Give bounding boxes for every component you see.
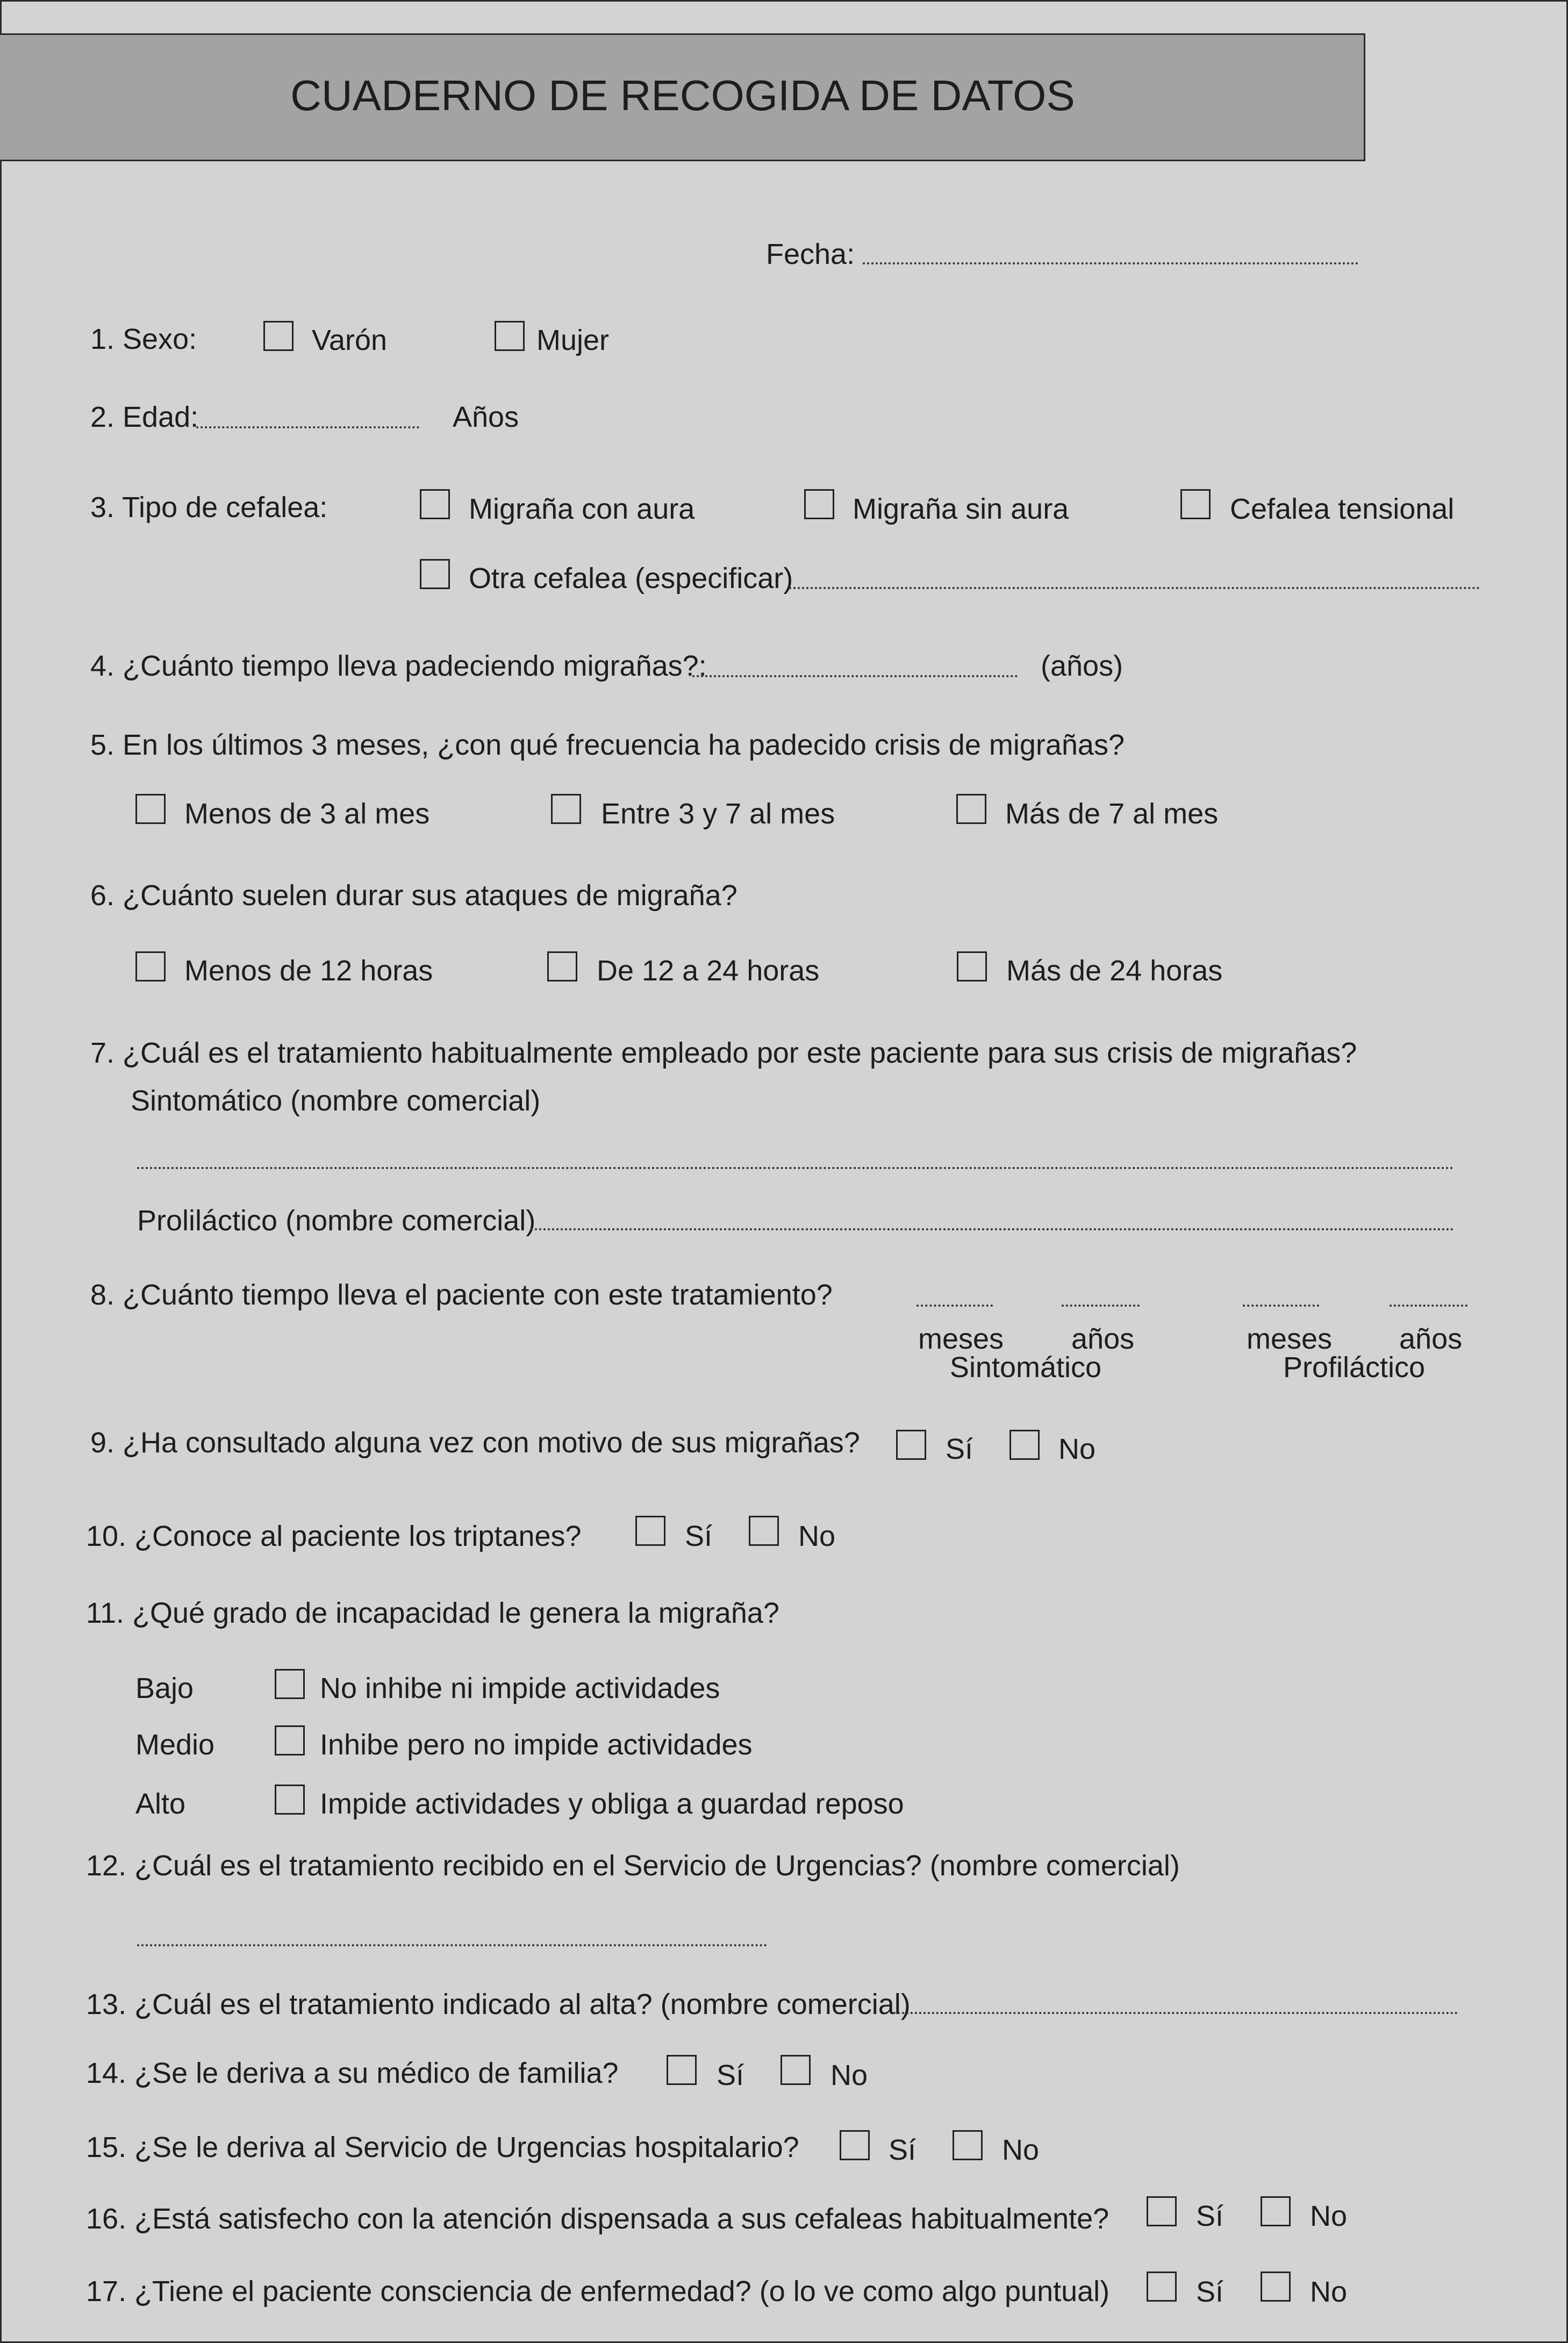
- q15-no-checkbox[interactable]: [953, 2130, 983, 2160]
- bajo-level: Bajo: [135, 1672, 194, 1704]
- mujer-checkbox[interactable]: [495, 321, 525, 351]
- q15-si-label: Sí: [889, 2134, 917, 2166]
- urgencias-tratamiento-field[interactable]: [137, 1944, 767, 1946]
- otra-cefalea-field[interactable]: [789, 587, 1480, 589]
- q15-si-checkbox[interactable]: [840, 2130, 870, 2160]
- q2-label: 2. Edad:: [90, 401, 199, 433]
- menos-12-horas-checkbox[interactable]: [135, 951, 166, 981]
- q10-label: 10. ¿Conoce al paciente los triptanes?: [86, 1520, 582, 1552]
- fecha-field[interactable]: [863, 262, 1358, 264]
- mas-24-horas-checkbox[interactable]: [957, 951, 987, 981]
- profilactico-anos-label: años: [1399, 1323, 1463, 1355]
- sintomatico-field[interactable]: [137, 1167, 1454, 1169]
- q4-label: 4. ¿Cuánto tiempo lleva padeciendo migrañas?:: [90, 650, 707, 682]
- edad-field[interactable]: [196, 426, 419, 428]
- bajo-text: No inhibe ni impide actividades: [320, 1672, 720, 1704]
- mas-7-mes-checkbox[interactable]: [956, 794, 986, 824]
- mujer-label: Mujer: [536, 324, 610, 356]
- q6-label: 6. ¿Cuánto suelen durar sus ataques de migraña?: [90, 879, 738, 912]
- q17-no-label: No: [1310, 2276, 1348, 2308]
- migrana-con-aura-label: Migraña con aura: [469, 493, 695, 525]
- profilactico-caption: Profiláctico: [1283, 1351, 1426, 1384]
- profilactico-label: Proliláctico (nombre comercial): [137, 1205, 536, 1237]
- alto-checkbox[interactable]: [275, 1785, 305, 1815]
- profilactico-meses-label: meses: [1247, 1323, 1333, 1355]
- sintomatico-anos-label: años: [1071, 1323, 1135, 1355]
- varon-label: Varón: [312, 324, 388, 356]
- medio-level: Medio: [135, 1729, 215, 1761]
- q10-si-label: Sí: [685, 1520, 713, 1552]
- q16-si-label: Sí: [1196, 2200, 1224, 2232]
- profilactico-field[interactable]: [531, 1228, 1454, 1230]
- de-12-24-horas-checkbox[interactable]: [547, 951, 577, 981]
- q16-label: 16. ¿Está satisfecho con la atención dispensada a sus cefaleas habitualmente?: [86, 2203, 1109, 2235]
- q10-no-label: No: [798, 1520, 836, 1552]
- q10-si-checkbox[interactable]: [635, 1516, 665, 1546]
- q14-no-label: No: [830, 2059, 868, 2091]
- sintomatico-anos-field[interactable]: [1062, 1305, 1140, 1307]
- medio-checkbox[interactable]: [275, 1725, 305, 1756]
- mas-7-mes-label: Más de 7 al mes: [1005, 798, 1219, 830]
- edad-unit: Años: [453, 401, 519, 433]
- cefalea-tensional-checkbox[interactable]: [1180, 489, 1211, 519]
- q14-no-checkbox[interactable]: [781, 2055, 811, 2085]
- de-12-24-horas-label: De 12 a 24 horas: [597, 955, 820, 987]
- q14-si-checkbox[interactable]: [667, 2055, 697, 2085]
- q7-label: 7. ¿Cuál es el tratamiento habitualmente empleado por este paciente para sus crisis de migrañas?: [90, 1037, 1357, 1069]
- q9-si-checkbox[interactable]: [896, 1430, 926, 1460]
- alta-tratamiento-field[interactable]: [893, 2012, 1458, 2014]
- q15-no-label: No: [1002, 2134, 1040, 2166]
- q14-si-label: Sí: [717, 2059, 744, 2091]
- q10-no-checkbox[interactable]: [749, 1516, 779, 1546]
- migrana-sin-aura-checkbox[interactable]: [804, 489, 834, 519]
- q9-no-label: No: [1058, 1433, 1096, 1465]
- profilactico-anos-field[interactable]: [1390, 1305, 1467, 1307]
- fecha-label: Fecha:: [766, 238, 855, 270]
- cefalea-tensional-label: Cefalea tensional: [1230, 493, 1455, 525]
- sintomatico-meses-label: meses: [918, 1323, 1004, 1355]
- q11-label: 11. ¿Qué grado de incapacidad le genera la migraña?: [86, 1597, 779, 1629]
- q17-no-checkbox[interactable]: [1261, 2272, 1291, 2302]
- bajo-checkbox[interactable]: [275, 1669, 305, 1699]
- q17-si-label: Sí: [1196, 2276, 1224, 2308]
- q16-no-checkbox[interactable]: [1261, 2196, 1291, 2226]
- q17-label: 17. ¿Tiene el paciente consciencia de enfermedad? (o lo ve como algo puntual): [86, 2275, 1110, 2308]
- q14-label: 14. ¿Se le deriva a su médico de familia?: [86, 2057, 619, 2089]
- varon-checkbox[interactable]: [263, 321, 293, 351]
- q3-label: 3. Tipo de cefalea:: [90, 491, 328, 524]
- migrana-sin-aura-label: Migraña sin aura: [853, 493, 1069, 525]
- otra-cefalea-label: Otra cefalea (especificar): [469, 562, 793, 594]
- q8-label: 8. ¿Cuánto tiempo lleva el paciente con este tratamiento?: [90, 1279, 833, 1311]
- q15-label: 15. ¿Se le deriva al Servicio de Urgencias hospitalario?: [86, 2131, 799, 2163]
- migrana-con-aura-checkbox[interactable]: [420, 489, 450, 519]
- q13-label: 13. ¿Cuál es el tratamiento indicado al alta? (nombre comercial): [86, 1988, 911, 2020]
- sintomatico-label: Sintomático (nombre comercial): [131, 1085, 541, 1117]
- tiempo-migranas-field[interactable]: [692, 675, 1018, 677]
- page-title: CUADERNO DE RECOGIDA DE DATOS: [290, 71, 1075, 119]
- q9-label: 9. ¿Ha consultado alguna vez con motivo de sus migrañas?: [90, 1427, 860, 1459]
- q16-si-checkbox[interactable]: [1147, 2196, 1177, 2226]
- menos-12-horas-label: Menos de 12 horas: [184, 955, 433, 987]
- menos-3-mes-label: Menos de 3 al mes: [184, 798, 430, 830]
- q12-label: 12. ¿Cuál es el tratamiento recibido en el Servicio de Urgencias? (nombre comercial): [86, 1850, 1180, 1882]
- menos-3-mes-checkbox[interactable]: [135, 794, 166, 824]
- mas-24-horas-label: Más de 24 horas: [1006, 955, 1223, 987]
- q9-no-checkbox[interactable]: [1009, 1430, 1040, 1460]
- q9-si-label: Sí: [946, 1433, 973, 1465]
- alto-text: Impide actividades y obliga a guardad reposo: [320, 1788, 904, 1820]
- q17-si-checkbox[interactable]: [1147, 2272, 1177, 2302]
- entre-3-7-mes-label: Entre 3 y 7 al mes: [601, 798, 835, 830]
- q1-label: 1. Sexo:: [90, 323, 197, 355]
- sintomatico-meses-field[interactable]: [917, 1305, 993, 1307]
- q5-label: 5. En los últimos 3 meses, ¿con qué frecuencia ha padecido crisis de migrañas?: [90, 729, 1125, 761]
- otra-cefalea-checkbox[interactable]: [420, 559, 450, 589]
- q16-no-label: No: [1310, 2200, 1348, 2232]
- alto-level: Alto: [135, 1788, 186, 1820]
- profilactico-meses-field[interactable]: [1243, 1305, 1319, 1307]
- tiempo-migranas-unit: (años): [1041, 650, 1123, 682]
- medio-text: Inhibe pero no impide actividades: [320, 1729, 753, 1761]
- entre-3-7-mes-checkbox[interactable]: [551, 794, 581, 824]
- sintomatico-caption: Sintomático: [949, 1351, 1102, 1384]
